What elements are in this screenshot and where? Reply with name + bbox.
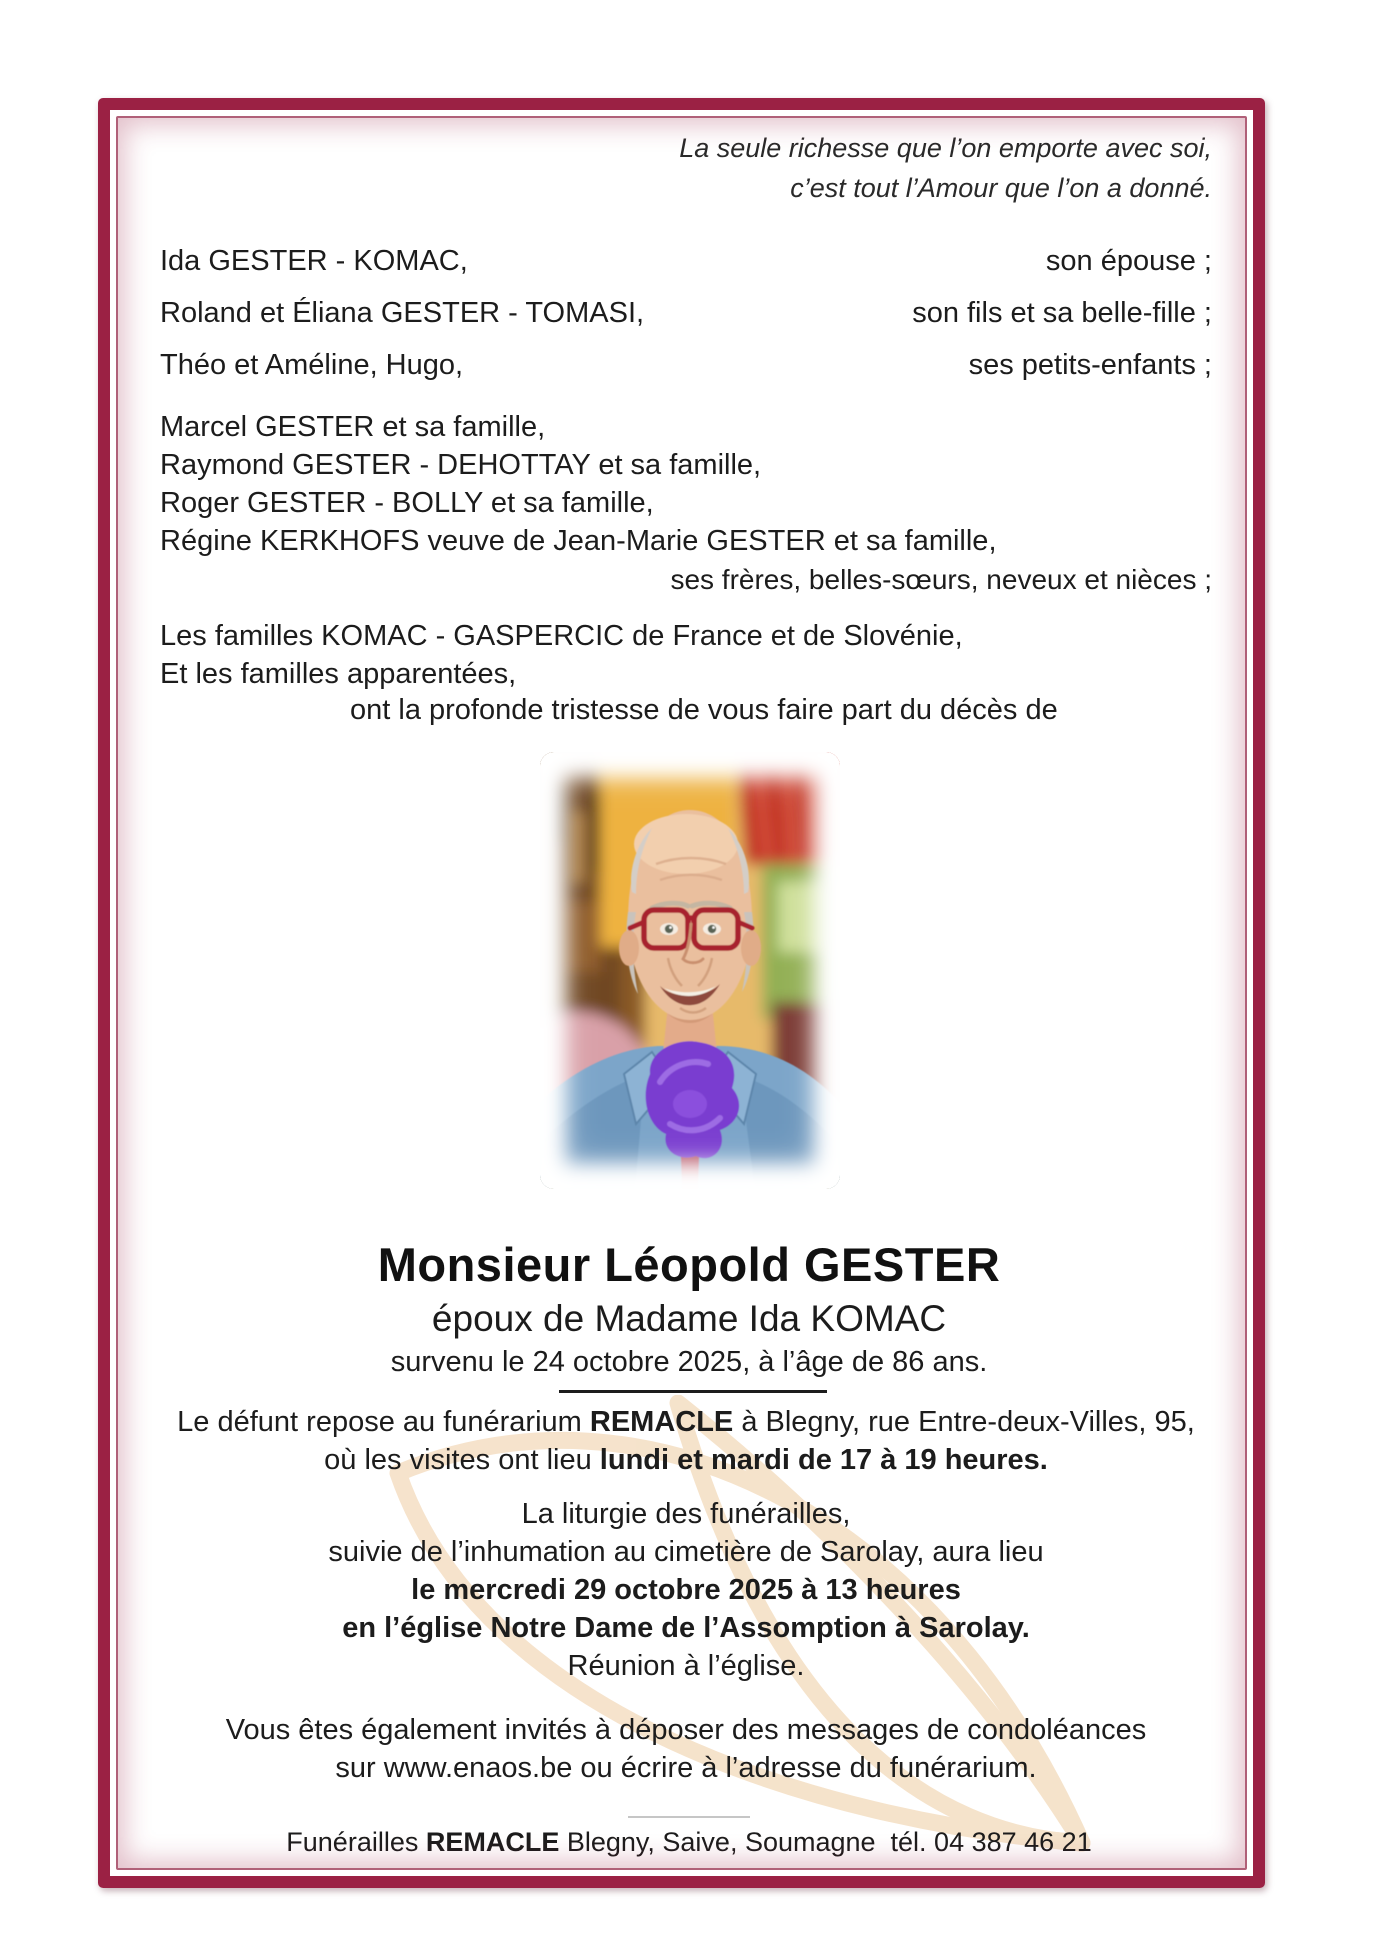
- families-line: Les familles KOMAC - GASPERCIC de France et de Slovénie,: [160, 620, 963, 652]
- mourner-relation: ses petits-enfants ;: [968, 349, 1212, 381]
- death-date-line: survenu le 24 octobre 2025, à l’âge de 86 ans.: [390, 1346, 988, 1378]
- mourner-name: Ida GESTER - KOMAC,: [160, 245, 468, 277]
- funeral-home-name: REMACLE: [425, 1827, 560, 1857]
- ceremony-meeting-line: Réunion à l’église.: [567, 1650, 805, 1682]
- funerarium-text-post: à Blegny, rue Entre-deux-Villes, 95,: [733, 1406, 1195, 1438]
- mourner-row: [160, 243, 1212, 279]
- visits-line: [160, 1442, 1212, 1478]
- funeral-home-post: Blegny, Saive, Soumagne tél. 04 387 46 21: [559, 1827, 1092, 1857]
- siblings-relation-line: ses frères, belles-sœurs, neveux et nièces ;: [670, 564, 1212, 595]
- mourner-row: [160, 295, 1212, 331]
- opening-quote-line2: c’est tout l’Amour que l’on a donné.: [790, 173, 1212, 203]
- visits-hours: lundi et mardi de 17 à 19 heures.: [599, 1444, 1048, 1476]
- ceremony-line-2: suivie de l’inhumation au cimetière de Sarolay, aura lieu: [328, 1536, 1044, 1568]
- funerarium-text-pre: Le défunt repose au funérarium: [177, 1406, 590, 1438]
- funeral-home-pre: Funérailles: [286, 1827, 426, 1857]
- condolences-line-1: Vous êtes également invités à déposer des messages de condoléances: [225, 1714, 1147, 1746]
- ceremony-church-line: en l’église Notre Dame de l’Assomption à Sarolay.: [342, 1612, 1030, 1644]
- footer-divider: [628, 1816, 750, 1818]
- mourner-name: Roland et Éliana GESTER - TOMASI,: [160, 297, 645, 329]
- ceremony-date-line: le mercredi 29 octobre 2025 à 13 heures: [411, 1574, 961, 1606]
- condolences-line-2: sur www.enaos.be ou écrire à l’adresse du funérarium.: [335, 1752, 1037, 1784]
- announcement-line: ont la profonde tristesse de vous faire part du décès de: [350, 694, 1058, 726]
- visits-text-pre: où les visites ont lieu: [324, 1444, 600, 1476]
- family-line: Marcel GESTER et sa famille,: [160, 411, 546, 443]
- deceased-name: Monsieur Léopold GESTER: [377, 1238, 1001, 1291]
- spouse-line: époux de Madame Ida KOMAC: [431, 1298, 947, 1339]
- funeral-home-line: [0, 1827, 1378, 1858]
- opening-quote-line1: La seule richesse que l’on emporte avec soi,: [679, 133, 1212, 163]
- mourner-row: [160, 347, 1212, 383]
- family-line: Régine KERKHOFS veuve de Jean-Marie GESTER et sa famille,: [160, 525, 997, 557]
- families-line: Et les familles apparentées,: [160, 658, 517, 690]
- family-line: Raymond GESTER - DEHOTTAY et sa famille,: [160, 449, 762, 481]
- portrait-illustration: [540, 752, 840, 1189]
- mourner-relation: son épouse ;: [1045, 245, 1212, 277]
- ceremony-line-1: La liturgie des funérailles,: [521, 1498, 851, 1530]
- funerarium-line: [160, 1404, 1212, 1440]
- section-divider: [559, 1390, 827, 1393]
- portrait-photo: [540, 752, 840, 1189]
- opening-quote: [160, 128, 1212, 208]
- funerarium-name: REMACLE: [589, 1406, 734, 1438]
- mourner-relation: son fils et sa belle-fille ;: [912, 297, 1212, 329]
- family-line: Roger GESTER - BOLLY et sa famille,: [160, 487, 654, 519]
- mourner-name: Théo et Améline, Hugo,: [160, 349, 464, 381]
